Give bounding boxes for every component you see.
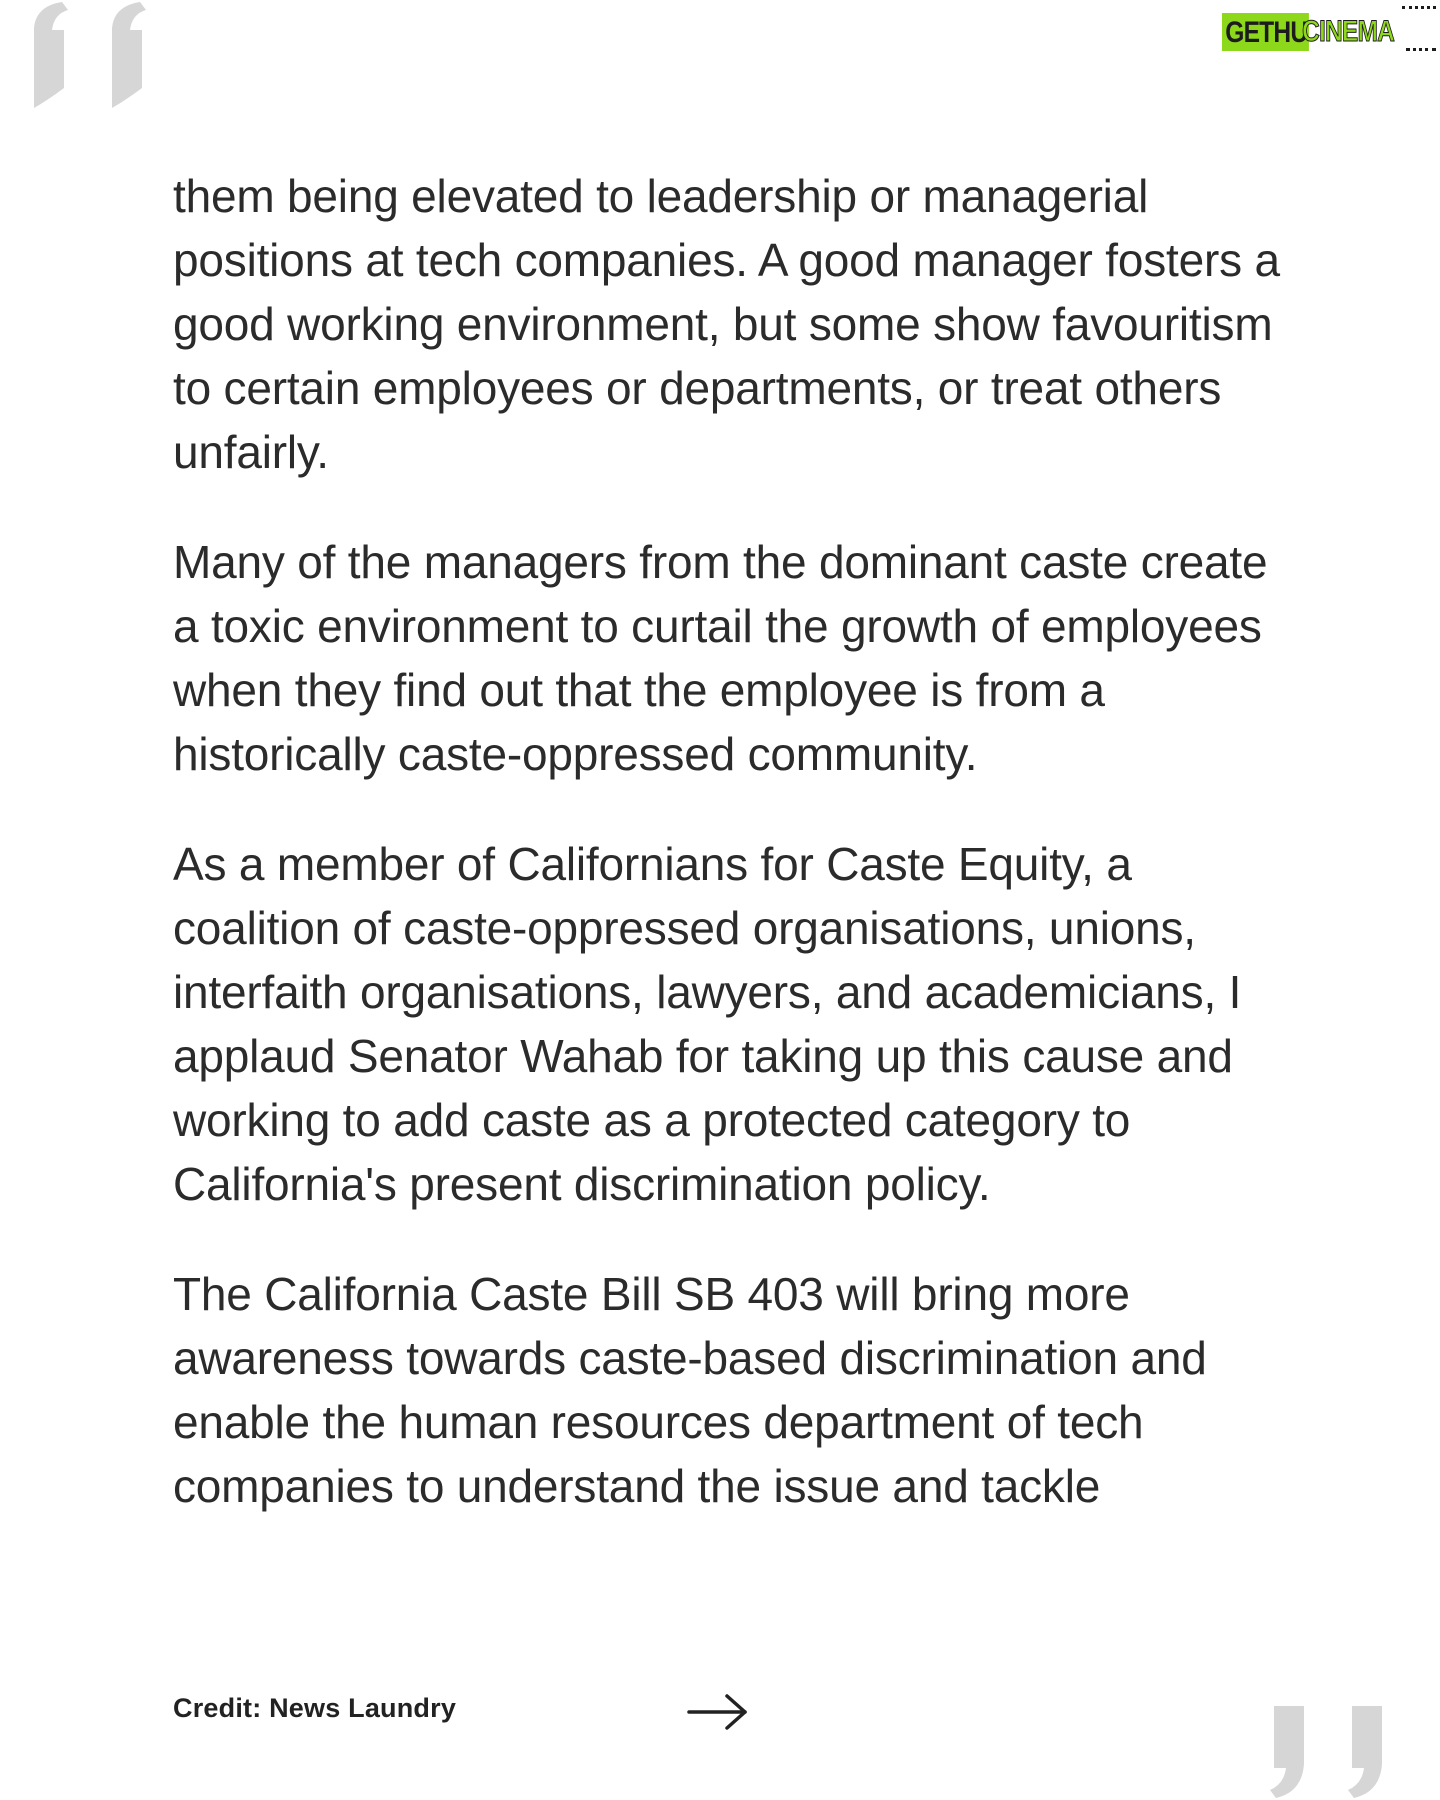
gethu-cinema-logo [1222, 6, 1440, 58]
close-quote-icon [1268, 1700, 1418, 1800]
article-paragraph: The California Caste Bill SB 403 will bring more awareness towards caste-based discrimination and enable the human resources department of tech companies to understand the issue and tackle [173, 1268, 1207, 1512]
article-body [173, 164, 1293, 1564]
credit-text: Credit: News Laundry [173, 1693, 457, 1723]
open-quote-icon [28, 0, 178, 120]
film-strip-icon [1402, 6, 1436, 15]
article-paragraph: Many of the managers from the dominant caste create a toxic environment to curtail the growth of employees when they find out that the employee is from a historically caste-oppressed community. [173, 536, 1268, 780]
logo-word-gethu: GETHU [1222, 13, 1309, 51]
article-paragraph: As a member of Californians for Caste Equity, a coalition of caste-oppressed organisations, unions, interfaith organisations, lawyers, and academicians, I applaud Senator Wahab for taking up this cause and working to add caste as a protected category to California's present discrimination policy. [173, 838, 1242, 1210]
logo-word-cinema: CINEMA [1302, 15, 1395, 48]
film-strip-bottom-icon [1406, 48, 1436, 54]
article-paragraph: them being elevated to leadership or managerial positions at tech companies. A good manager fosters a good working environment, but some show favouritism to certain employees or departments, or treat others unfairly. [173, 170, 1280, 478]
arrow-right-icon[interactable] [687, 1688, 751, 1736]
